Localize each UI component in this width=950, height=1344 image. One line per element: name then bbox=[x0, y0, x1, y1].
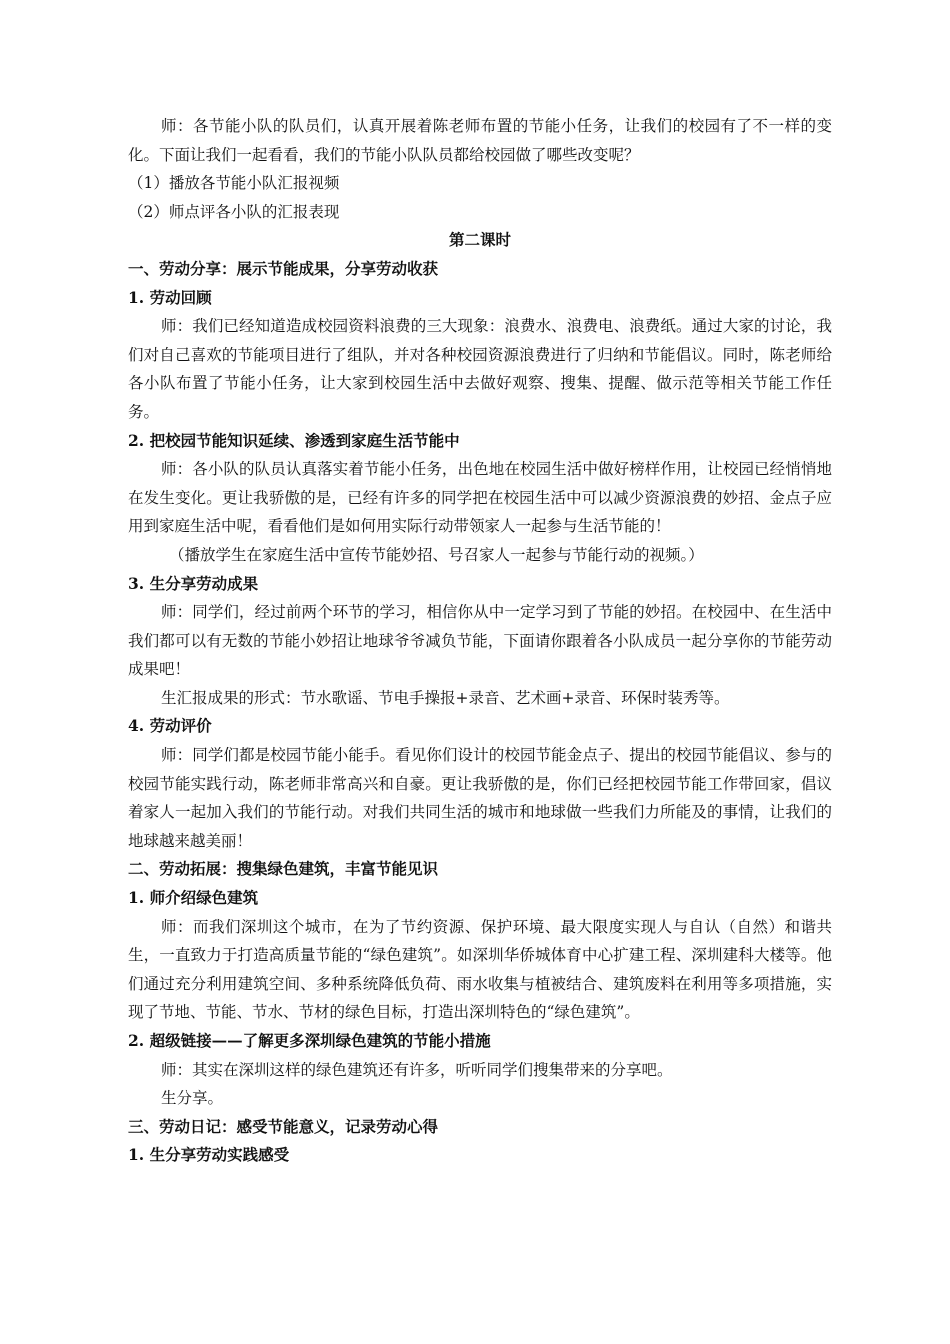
section-1-sub-2-paragraph: 师：各小队的队员认真落实着节能小任务，出色地在校园生活中做好榜样作用，让校园已经悄悄地在发生变化。更让我骄傲的是，已经有许多的同学把在校园生活中可以减少资源浪费的妙招、金点子应用到家庭生活中呢，看看他们是如何用实际行动带领家人一起参与生活节能的！ bbox=[128, 460, 832, 536]
section-2-sub-2-paragraph-2: 生分享。 bbox=[161, 1089, 224, 1108]
section-1-title: 一、劳动分享：展示节能成果，分享劳动收获 bbox=[128, 258, 439, 278]
section-1-sub-2-title: 2. 把校园节能知识延续、渗透到家庭生活节能中 bbox=[128, 430, 460, 450]
intro-item-2: （2）师点评各小队的汇报表现 bbox=[128, 202, 340, 221]
intro-paragraph: 师：各节能小队的队员们，认真开展着陈老师布置的节能小任务，让我们的校园有了不一样的变化。下面让我们一起看看，我们的节能小队队员都给校园做了哪些改变呢？ bbox=[128, 117, 832, 164]
section-1-sub-1-paragraph: 师：我们已经知道造成校园资料浪费的三大现象：浪费水、浪费电、浪费纸。通过大家的讨论，我们对自己喜欢的节能项目进行了组队，并对各种校园资源浪费进行了归纳和节能倡议。同时，陈老师给各小队布置了节能小任务，让大家到校园生活中去做好观察、搜集、提醒、做示范等相关节能工作任务。 bbox=[128, 317, 832, 421]
section-2-title: 二、劳动拓展：搜集绿色建筑，丰富节能见识 bbox=[128, 859, 439, 879]
section-1-sub-3-paragraph-2: 生汇报成果的形式：节水歌谣、节电手操报+录音、艺术画+录音、环保时装秀等。 bbox=[161, 688, 730, 707]
section-1-sub-1-title: 1. 劳动回顾 bbox=[128, 287, 212, 307]
section-1-sub-3-paragraph: 师：同学们，经过前两个环节的学习，相信你从中一定学习到了节能的妙招。在校园中、在生活中我们都可以有无数的节能小妙招让地球爷爷减负节能，下面请你跟着各小队成员一起分享你的节能劳动成果吧！ bbox=[128, 603, 832, 679]
section-1-sub-2-note: （播放学生在家庭生活中宣传节能妙招、号召家人一起参与节能行动的视频。） bbox=[169, 545, 704, 564]
section-1-sub-4-title: 4. 劳动评价 bbox=[128, 716, 212, 736]
section-2-sub-1-title: 1. 师介绍绿色建筑 bbox=[128, 888, 259, 908]
section-1-sub-3-title: 3. 生分享劳动成果 bbox=[128, 573, 259, 593]
section-2-sub-1-paragraph: 师：而我们深圳这个城市，在为了节约资源、保护环境、最大限度实现人与自认（自然）和谐共生，一直致力于打造高质量节能的“绿色建筑”。如深圳华侨城体育中心扩建工程、深圳建科大楼等。他们通过充分利用建筑空间、多种系统降低负荷、雨水收集与植被结合、建筑废料在利用等多项措施，实现了节地、节能、节水、节材的绿色目标，打造出深圳特色的“绿色建筑”。 bbox=[128, 917, 832, 1022]
section-1-sub-4-paragraph: 师：同学们都是校园节能小能手。看见你们设计的校园节能金点子、提出的校园节能倡议、参与的校园节能实践行动，陈老师非常高兴和自豪。更让我骄傲的是，你们已经把校园节能工作带回家，倡议着家人一起加入我们的节能行动。对我们共同生活的城市和地球做一些我们力所能及的事情，让我们的地球越来越美丽！ bbox=[128, 746, 832, 850]
document-page bbox=[128, 112, 832, 1170]
section-2-sub-2-paragraph: 师：其实在深圳这样的绿色建筑还有许多，听听同学们搜集带来的分享吧。 bbox=[161, 1060, 673, 1079]
intro-item-1: （1）播放各节能小队汇报视频 bbox=[128, 174, 340, 193]
lesson-title: 第二课时 bbox=[448, 230, 511, 250]
section-2-sub-2-title: 2. 超级链接——了解更多深圳绿色建筑的节能小措施 bbox=[128, 1031, 491, 1050]
section-3-title: 三、劳动日记：感受节能意义，记录劳动心得 bbox=[128, 1116, 439, 1136]
section-3-sub-1-title: 1. 生分享劳动实践感受 bbox=[128, 1145, 290, 1165]
